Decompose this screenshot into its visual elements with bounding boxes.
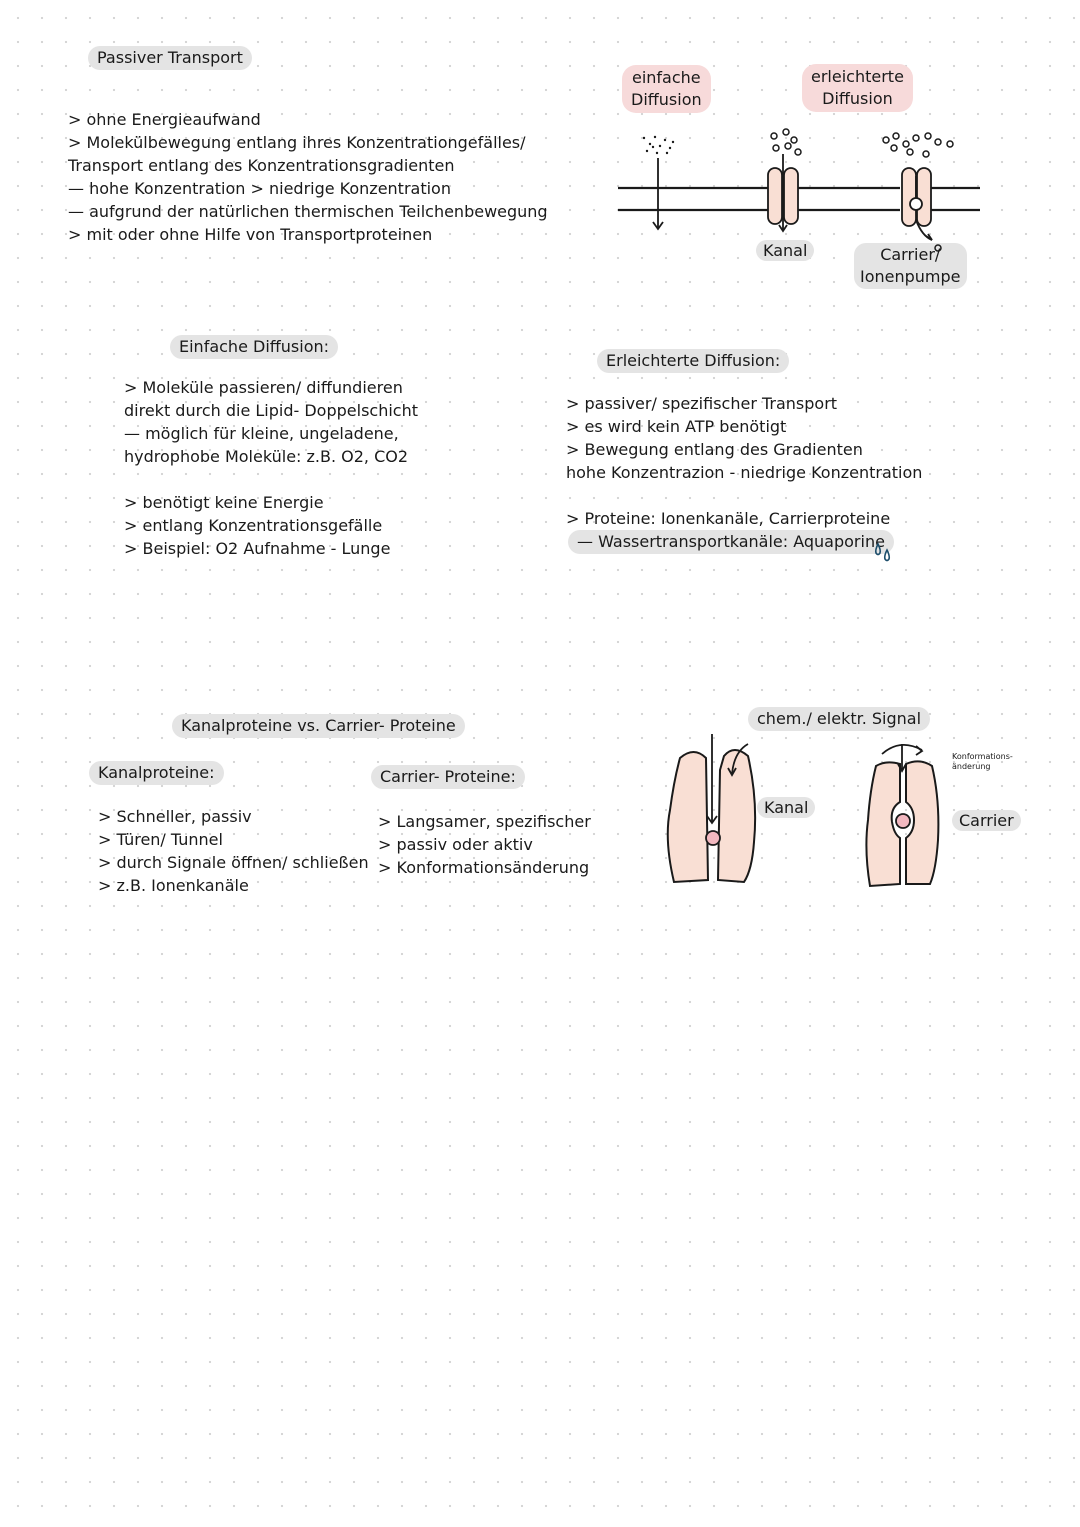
channel-protein [768,154,798,231]
list-item: > benötigt keine Energie [124,493,324,512]
list-item: > passiv oder aktiv [378,835,533,854]
small-molecules-dots [643,136,674,154]
passiv-list [68,108,548,246]
label-einfache-diffusion: einfache Diffusion [622,65,711,113]
list-item: > Schneller, passiv [98,807,252,826]
kanal-list [98,805,369,897]
ion-channel [706,831,720,845]
list-item: > Türen/ Tunnel [98,830,223,849]
label-kanal-2: Kanal [757,797,815,819]
list-item: > Moleküle passieren/ diffundieren [124,378,403,397]
label-carrier-ionenpumpe: Carrier/ Ionenpumpe [854,243,967,289]
list-item: > Konformationsänderung [378,858,590,877]
list-item: direkt durch die Lipid- Doppelschicht [124,401,418,420]
aquaporine-line: — Wassertransportkanäle: Aquaporine [568,530,894,554]
list-item: — aufgrund der natürlichen thermischen Teilchenbewegung [68,202,548,221]
einfach-title: Einfache Diffusion: [170,335,338,359]
membrane-diagram [610,124,990,254]
water-drops-icon [872,542,896,566]
label-kanal-1: Kanal [756,240,814,262]
list-item: > z.B. Ionenkanäle [98,876,249,895]
list-spacer [566,484,922,507]
list-item: > ohne Energieaufwand [68,110,261,129]
list-item: > Proteine: Ionenkanäle, Carrierproteine [566,509,891,528]
down-arrow [653,158,663,229]
list-item: > mit oder ohne Hilfe von Transportproteinen [68,225,433,244]
channel-molecules [771,129,801,155]
vergleich-title: Kanalproteine vs. Carrier- Proteine [172,714,465,738]
list-item: > entlang Konzentrationsgefälle [124,516,383,535]
carrier-protein [902,168,932,240]
list-item: hohe Konzentrazion - niedrige Konzentration [566,463,923,482]
channel-vs-carrier-diagram [660,730,960,890]
label-carrier-2: Carrier [952,810,1021,832]
list-item: > es wird kein ATP benötigt [566,417,787,436]
list-item: > Langsamer, spezifischer [378,812,591,831]
erleichtert-title: Erleichterte Diffusion: [597,349,789,373]
list-item: hydrophobe Moleküle: z.B. O2, CO2 [124,447,409,466]
list-item: > passiver/ spezifischer Transport [566,394,838,413]
list-item: > Bewegung entlang des Gradienten [566,440,863,459]
konformation-label: Konformations- änderung [952,752,1013,771]
einfach-list [124,376,418,560]
list-item: — hohe Konzentration > niedrige Konzentration [68,179,451,198]
signal-label: chem./ elektr. Signal [748,707,930,731]
erleichtert-list [566,392,922,530]
list-item: — möglich für kleine, ungeladene, [124,424,399,443]
list-item: > durch Signale öffnen/ schließen [98,853,369,872]
list-item: > Beispiel: O2 Aufnahme - Lunge [124,539,391,558]
label-erleichterte-diffusion: erleichterte Diffusion [802,64,913,112]
list-spacer [124,468,418,491]
ion-carrier [896,814,910,828]
list-item: > Molekülbewegung entlang ihres Konzentrationgefälles/ [68,133,526,152]
carrier-list [378,810,591,879]
passiv-title: Passiver Transport [88,46,252,70]
kanal-title: Kanalproteine: [89,761,224,785]
list-item: Transport entlang des Konzentrationsgradienten [68,156,455,175]
carrier-title: Carrier- Proteine: [371,765,525,789]
